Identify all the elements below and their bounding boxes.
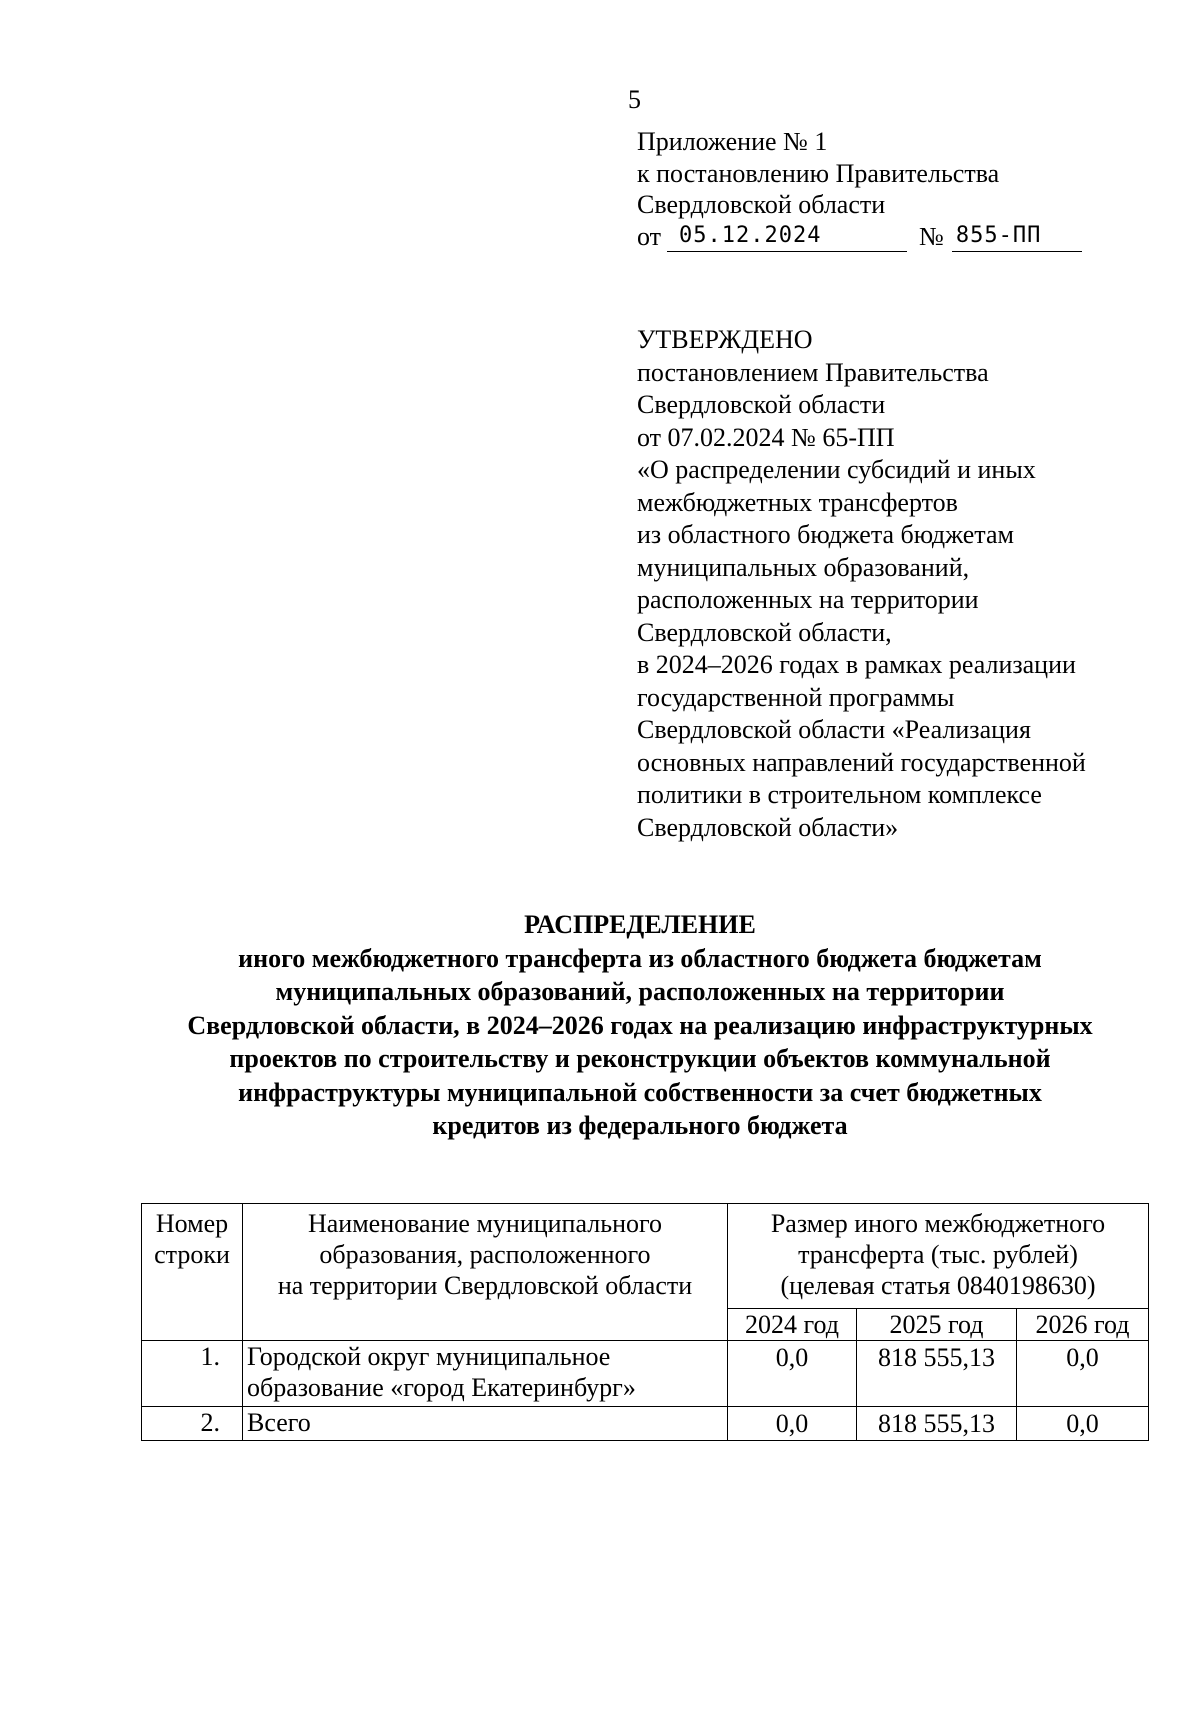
header-text: образования, расположенного (319, 1240, 651, 1269)
approval-block (637, 324, 1086, 844)
row-number: 1. (142, 1341, 243, 1407)
row-value-2026: 0,0 (1017, 1341, 1149, 1407)
approval-line: Свердловской области» (637, 812, 899, 842)
approval-line: расположенных на территории (637, 585, 979, 614)
header-year-2026: 2026 год (1017, 1309, 1149, 1341)
header-row-number (142, 1204, 243, 1341)
approval-line: постановлением Правительства (637, 357, 989, 387)
approval-line: «О распределении субсидий и иных (637, 455, 1036, 484)
header-text: Номер (155, 1209, 229, 1238)
annex-line: Свердловской области (637, 190, 886, 219)
title-line: Свердловской области, в 2024–2026 годах на реализацию инфраструктурных (187, 1010, 1093, 1040)
row-value-2024: 0,0 (728, 1407, 857, 1441)
annex-dateline (637, 221, 1082, 253)
row-name-text: Городской округ муниципальное (247, 1342, 611, 1371)
distribution-table (141, 1203, 1149, 1441)
header-transfer-size (728, 1204, 1149, 1309)
title-line: проектов по строительству и реконструкции объектов коммунальной (229, 1044, 1051, 1073)
table-row (142, 1341, 1149, 1407)
row-municipality (243, 1341, 728, 1407)
document-title (100, 908, 1180, 1143)
header-municipality-name (243, 1204, 728, 1341)
title-line: иного межбюджетного трансферта из областного бюджета бюджетам (238, 943, 1042, 973)
header-text: Размер иного межбюджетного (770, 1209, 1106, 1238)
annex-line: к постановлению Правительства (637, 158, 1000, 188)
approval-line: Свердловской области, (637, 617, 892, 647)
row-value-2026: 0,0 (1017, 1407, 1149, 1441)
title-heading: РАСПРЕДЕЛЕНИЕ (524, 910, 756, 939)
approval-line: в 2024–2026 годах в рамках реализации (637, 650, 1076, 679)
row-value-2025: 818 555,13 (857, 1407, 1017, 1441)
row-number: 2. (142, 1407, 243, 1441)
approval-line: основных направлений государственной (637, 747, 1086, 777)
header-text: строки (154, 1240, 230, 1269)
annex-block (637, 126, 1082, 252)
row-name-text: образование «город Екатеринбург» (247, 1373, 636, 1402)
header-year-2024: 2024 год (728, 1309, 857, 1341)
number-sign: № (919, 221, 944, 251)
date-prefix: от (637, 221, 662, 251)
approval-line: из областного бюджета бюджетам (637, 520, 1014, 549)
title-line: кредитов из федерального бюджета (432, 1111, 848, 1140)
header-year-2025: 2025 год (857, 1309, 1017, 1341)
approval-line: межбюджетных трансфертов (637, 487, 958, 517)
header-text: (целевая статья 0840198630) (780, 1271, 1096, 1300)
approval-line: от 07.02.2024 № 65-ПП (637, 422, 895, 452)
table-row-total (142, 1407, 1149, 1441)
row-value-2025: 818 555,13 (857, 1341, 1017, 1407)
approval-line: государственной программы (637, 682, 955, 712)
approval-line: УТВЕРЖДЕНО (637, 325, 813, 354)
approval-line: муниципальных образований, (637, 552, 970, 582)
approval-line: политики в строительном комплексе (637, 780, 1042, 809)
row-municipality: Всего (243, 1407, 728, 1441)
title-line: инфраструктуры муниципальной собственности за счет бюджетных (238, 1077, 1042, 1107)
number-value: 855-ПП (952, 222, 1082, 252)
header-text: Наименование муниципального (307, 1209, 663, 1238)
header-text: на территории Свердловской области (277, 1271, 693, 1300)
row-value-2024: 0,0 (728, 1341, 857, 1407)
annex-title: Приложение № 1 (637, 127, 828, 156)
approval-line: Свердловской области (637, 390, 886, 419)
page-number: 5 (628, 85, 641, 114)
header-text: трансферта (тыс. рублей) (798, 1240, 1078, 1269)
title-line: муниципальных образований, расположенных на территории (275, 977, 1005, 1006)
approval-line: Свердловской области «Реализация (637, 715, 1031, 744)
table-header-row (142, 1204, 1149, 1309)
date-value: 05.12.2024 (667, 222, 907, 252)
